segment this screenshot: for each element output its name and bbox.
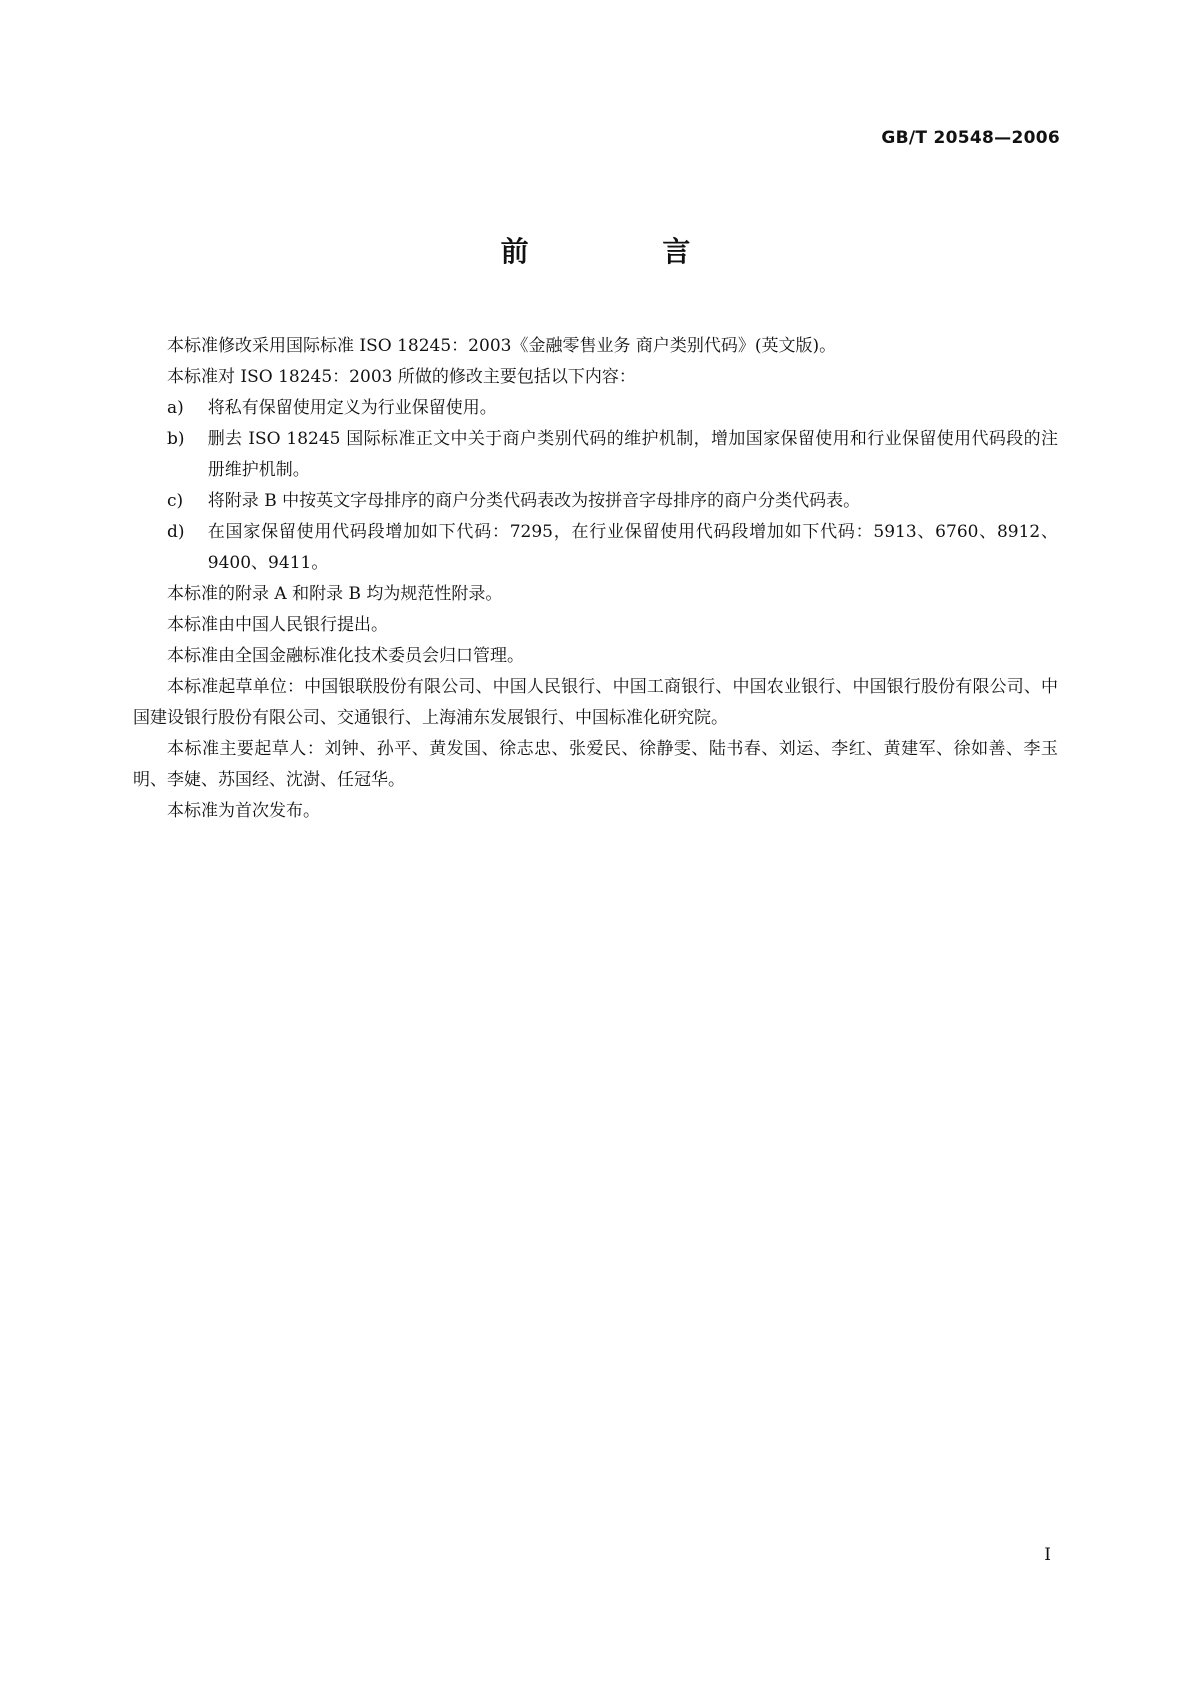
standard-code: GB/T 20548—2006 [881,128,1060,148]
paragraph-administration: 本标准由全国金融标准化技术委员会归口管理。 [167,646,524,666]
document-body [133,331,1058,827]
paragraph-modifications-intro: 本标准对 ISO 18245：2003 所做的修改主要包括以下内容： [167,367,636,387]
paragraph-drafters: 本标准主要起草人：刘钟、孙平、黄发国、徐志忠、张爱民、徐静雯、陆书春、刘运、李红、黄建军、徐如善、李玉明、李婕、苏国经、沈澍、任冠华。 [133,739,1058,790]
list-item-text: 在国家保留使用代码段增加如下代码：7295，在行业保留使用代码段增加如下代码：5913、6760、8912、9400、9411。 [207,522,1058,573]
list-item-text: 将附录 B 中按英文字母排序的商户分类代码表改为按拼音字母排序的商户分类代码表。 [207,491,861,511]
list-item-marker: a) [167,398,184,418]
list-item-marker: b) [167,429,185,449]
list-item [133,517,1058,579]
paragraph-adoption: 本标准修改采用国际标准 ISO 18245：2003《金融零售业务 商户类别代码》(英文版)。 [167,336,837,356]
paragraph-annexes: 本标准的附录 A 和附录 B 均为规范性附录。 [167,584,503,604]
paragraph-proposer: 本标准由中国人民银行提出。 [167,615,388,635]
page-title: 前 言 [500,235,753,268]
list-item [133,393,1058,424]
paragraph-drafting-units: 本标准起草单位：中国银联股份有限公司、中国人民银行、中国工商银行、中国农业银行、中国银行股份有限公司、中国建设银行股份有限公司、交通银行、上海浦东发展银行、中国标准化研究院。 [133,677,1058,728]
paragraph-first-release: 本标准为首次发布。 [167,801,320,821]
list-item-marker: c) [167,491,184,511]
list-item-marker: d) [167,522,185,542]
list-item [133,486,1058,517]
list-item [133,424,1058,486]
list-item-text: 删去 ISO 18245 国际标准正文中关于商户类别代码的维护机制，增加国家保留使用和行业保留使用代码段的注册维护机制。 [207,429,1058,480]
page-number: I [1044,1545,1051,1565]
list-item-text: 将私有保留使用定义为行业保留使用。 [207,398,497,418]
